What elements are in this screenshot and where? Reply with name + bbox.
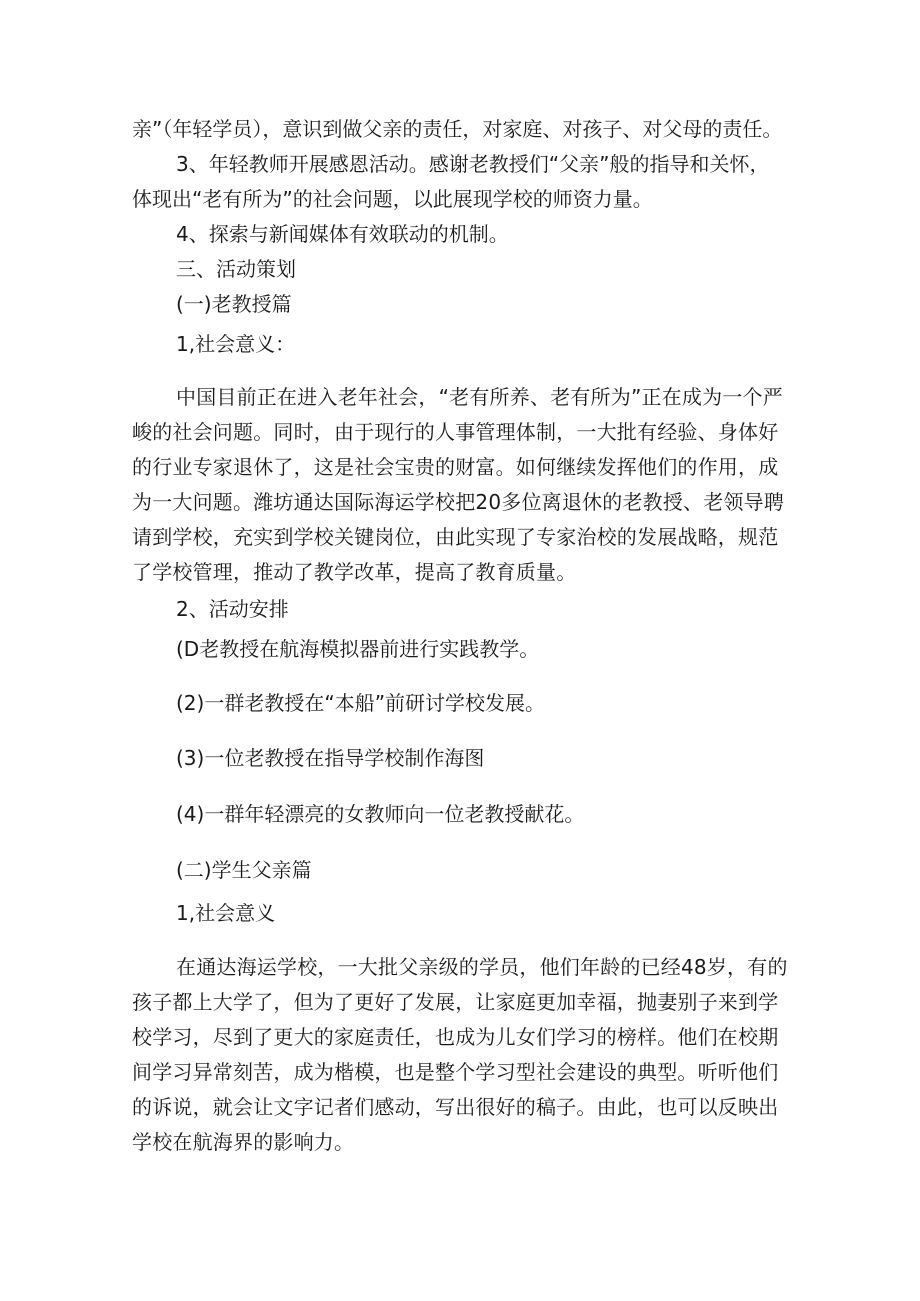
- section-heading-activity-plan: 三、活动策划: [176, 257, 296, 281]
- subsection-heading-student-fathers: (二)学生父亲篇: [176, 858, 312, 882]
- activity-arrangement-heading: 2、活动安排: [176, 597, 289, 621]
- social-significance-heading-2: 1,社会意义: [176, 901, 276, 925]
- subsection-heading-old-professors: (一)老教授篇: [176, 292, 292, 316]
- activity-item-1: (D老教授在航海模拟器前进行实践教学。: [176, 637, 540, 661]
- paragraph-old-professors: 中国目前正在进入老年社会，“老有所养、老有所为”正在成为一个严峻的社会问题。同时，由于现行的人事管理体制，一大批有经验、身体好的行业专家退休了，这是社会宝贵的财富。如何继续发挥他们的作用，成为一大问题。潍坊通达国际海运学校把20多位离退休的老教授、老领导聘请到学校，充实到学校关键岗位，由此实现了专家治校的发展战略，规范了学校管理，推动了教学改革，提高了教育质量。: [132, 385, 785, 584]
- social-significance-heading-1: 1,社会意义：: [176, 332, 296, 356]
- text-line-continuation: 亲”（年轻学员），意识到做父亲的责任，对家庭、对孩子、对父母的责任。: [132, 117, 783, 141]
- activity-item-3: (3)一位老教授在指导学校制作海图: [176, 746, 485, 770]
- activity-item-4: (4)一群年轻漂亮的女教师向一位老教授献花。: [176, 802, 585, 826]
- item-4: 4、探索与新闻媒体有效联动的机制。: [176, 222, 509, 246]
- item-3-line-1: 3、年轻教师开展感恩活动。感谢老教授们“父亲”般的指导和关怀，: [176, 152, 770, 176]
- item-3-line-2: 体现出“老有所为”的社会问题，以此展现学校的师资力量。: [132, 187, 653, 211]
- activity-item-2: (2)一群老教授在“本船”前研讨学校发展。: [176, 691, 546, 715]
- paragraph-student-fathers: 在通达海运学校，一大批父亲级的学员，他们年龄的已经48岁，有的孩子都上大学了，但为了更好了发展，让家庭更加幸福，抛妻别子来到学校学习，尽到了更大的家庭责任，也成为儿女们学习的榜样。他们在校期间学习异常刻苦，成为楷模，也是整个学习型社会建设的典型。听听他们的诉说，就会让文字记者们感动，写出很好的稿子。由此，也可以反映出学校在航海界的影响力。: [132, 955, 788, 1154]
